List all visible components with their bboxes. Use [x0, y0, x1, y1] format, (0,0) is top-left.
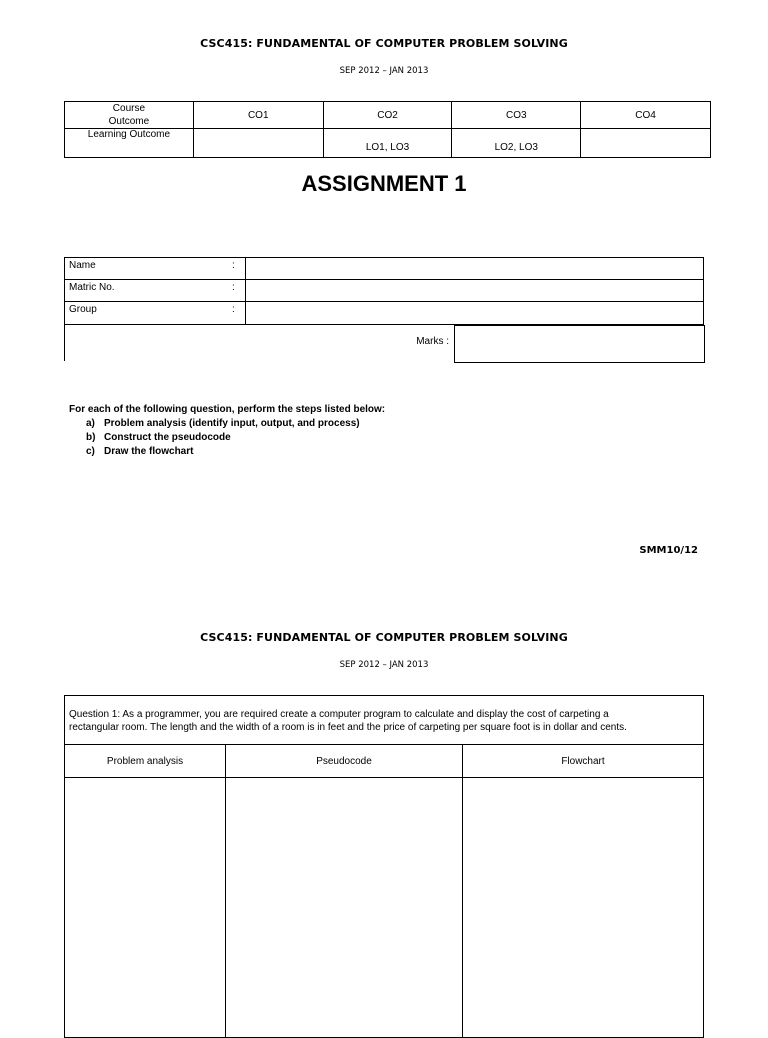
pseudocode-area[interactable]	[226, 778, 463, 1038]
lo-cell-3: LO2, LO3	[452, 129, 581, 158]
instructions-intro: For each of the following question, perform the steps listed below:	[69, 404, 386, 415]
matric-field[interactable]	[245, 280, 703, 302]
co4-header: CO4	[581, 102, 711, 129]
lo-cell-2: LO1, LO3	[323, 129, 452, 158]
step-b: b) Construct the pseudocode	[86, 432, 231, 443]
question-table	[64, 695, 704, 1038]
name-sep: :	[228, 258, 245, 280]
instructions	[69, 403, 385, 459]
marks-label: Marks :	[416, 336, 449, 347]
outcome-table	[64, 101, 711, 158]
co3-header: CO3	[452, 102, 581, 129]
step-a: a) Problem analysis (identify input, output, and process)	[86, 418, 360, 429]
course-title: CSC415: FUNDAMENTAL OF COMPUTER PROBLEM SOLVING	[200, 37, 568, 50]
marks-field[interactable]	[454, 325, 705, 363]
matric-label: Matric No.	[65, 280, 229, 302]
group-label: Group	[65, 302, 229, 325]
course-outcome-label: Course Outcome	[65, 102, 194, 129]
document-code: SMM10/12	[639, 545, 698, 556]
group-field[interactable]	[245, 302, 703, 325]
flowchart-area[interactable]	[463, 778, 704, 1038]
lo-cell-1	[193, 129, 323, 158]
col-pseudocode: Pseudocode	[226, 745, 463, 778]
lo-cell-4	[581, 129, 711, 158]
question-text: Question 1: As a programmer, you are required create a computer program to calculate and display the cost of carpeting a rectangular room. The length and the width of a room is in feet and the price of carpeting per square foot is in dollar and cents.	[65, 696, 704, 745]
group-sep: :	[228, 302, 245, 325]
matric-sep: :	[228, 280, 245, 302]
co1-header: CO1	[193, 102, 323, 129]
co2-header: CO2	[323, 102, 452, 129]
name-label: Name	[65, 258, 229, 280]
assignment-title: ASSIGNMENT 1	[301, 171, 467, 196]
student-info-table	[64, 257, 704, 325]
col-problem-analysis: Problem analysis	[65, 745, 226, 778]
name-field[interactable]	[245, 258, 703, 280]
semester-label-page2: SEP 2012 – JAN 2013	[339, 660, 429, 670]
course-title-page2: CSC415: FUNDAMENTAL OF COMPUTER PROBLEM SOLVING	[200, 631, 568, 644]
semester-label: SEP 2012 – JAN 2013	[339, 66, 429, 76]
step-c: c) Draw the flowchart	[86, 446, 194, 457]
learning-outcome-label: Learning Outcome	[65, 129, 194, 158]
col-flowchart: Flowchart	[463, 745, 704, 778]
problem-analysis-area[interactable]	[65, 778, 226, 1038]
marks-row	[64, 325, 455, 361]
